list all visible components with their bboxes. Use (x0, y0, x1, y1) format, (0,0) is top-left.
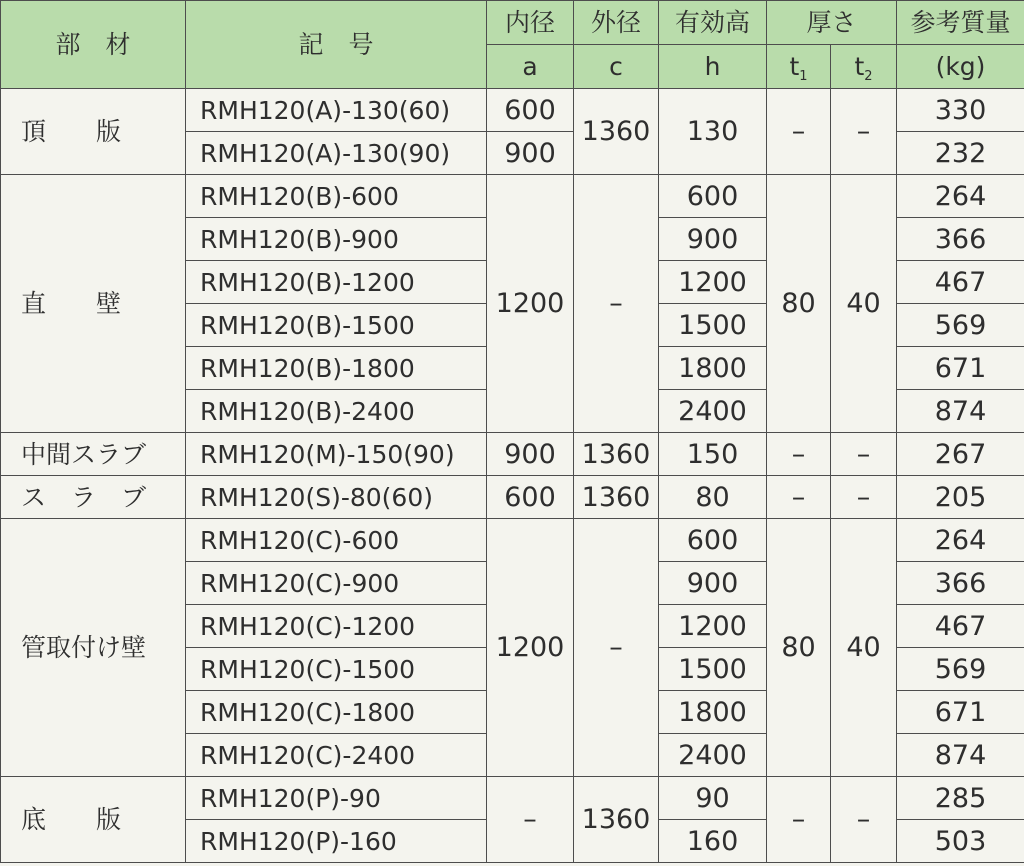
code-cell: RMH120(B)-900 (186, 218, 487, 261)
mass-cell: 503 (897, 820, 1024, 863)
t1-cell: – (767, 89, 831, 175)
height-cell: 150 (659, 433, 767, 476)
mass-cell: 569 (897, 648, 1024, 691)
mass-cell: 467 (897, 261, 1024, 304)
height-cell: 1500 (659, 648, 767, 691)
header-reference-mass: 参考質量 (897, 1, 1024, 45)
code-cell: RMH120(P)-160 (186, 820, 487, 863)
inner-diameter-cell: 1200 (487, 175, 574, 433)
height-cell: 900 (659, 218, 767, 261)
outer-diameter-cell: 1360 (574, 777, 659, 863)
height-cell: 80 (659, 476, 767, 519)
header-code: 記 号 (186, 1, 487, 89)
inner-diameter-cell: – (487, 777, 574, 863)
outer-diameter-cell: 1360 (574, 433, 659, 476)
height-cell: 1200 (659, 605, 767, 648)
inner-diameter-cell: 600 (487, 476, 574, 519)
height-cell: 160 (659, 820, 767, 863)
code-cell: RMH120(B)-1200 (186, 261, 487, 304)
t1-cell: – (767, 476, 831, 519)
code-cell: RMH120(B)-1500 (186, 304, 487, 347)
mass-cell: 232 (897, 132, 1024, 175)
code-cell: RMH120(C)-900 (186, 562, 487, 605)
inner-diameter-cell: 900 (487, 132, 574, 175)
height-cell: 2400 (659, 390, 767, 433)
code-cell: RMH120(B)-1800 (186, 347, 487, 390)
mass-cell: 671 (897, 347, 1024, 390)
code-cell: RMH120(M)-150(90) (186, 433, 487, 476)
height-cell: 1800 (659, 691, 767, 734)
height-cell: 90 (659, 777, 767, 820)
t1-cell: – (767, 777, 831, 863)
part-straight-wall: 直 壁 (1, 175, 186, 433)
inner-diameter-cell: 1200 (487, 519, 574, 777)
t1-cell: 80 (767, 175, 831, 433)
code-cell: RMH120(P)-90 (186, 777, 487, 820)
header-height-symbol: h (659, 45, 767, 89)
height-cell: 1800 (659, 347, 767, 390)
height-cell: 1200 (659, 261, 767, 304)
inner-diameter-cell: 900 (487, 433, 574, 476)
header-effective-height: 有効高 (659, 1, 767, 45)
mass-cell: 366 (897, 218, 1024, 261)
height-cell: 1500 (659, 304, 767, 347)
mass-cell: 366 (897, 562, 1024, 605)
outer-diameter-cell: 1360 (574, 476, 659, 519)
height-cell: 130 (659, 89, 767, 175)
t1-cell: – (767, 433, 831, 476)
part-mid-slab: 中間スラブ (1, 433, 186, 476)
header-t1-symbol: $t_1$ (767, 45, 831, 89)
mass-cell: 874 (897, 390, 1024, 433)
outer-diameter-cell: 1360 (574, 89, 659, 175)
mass-cell: 874 (897, 734, 1024, 777)
code-cell: RMH120(B)-2400 (186, 390, 487, 433)
header-mass-unit: (kg) (897, 45, 1024, 89)
mass-cell: 569 (897, 304, 1024, 347)
code-cell: RMH120(C)-600 (186, 519, 487, 562)
header-t2-symbol: $t_2$ (831, 45, 897, 89)
header-inner-symbol: a (487, 45, 574, 89)
mass-cell: 264 (897, 175, 1024, 218)
mass-cell: 264 (897, 519, 1024, 562)
header-thickness: 厚さ (767, 1, 897, 45)
part-bottom-slab: 底 版 (1, 777, 186, 863)
t1-cell: 80 (767, 519, 831, 777)
inner-diameter-cell: 600 (487, 89, 574, 132)
code-cell: RMH120(B)-600 (186, 175, 487, 218)
code-cell: RMH120(C)-1500 (186, 648, 487, 691)
mass-cell: 671 (897, 691, 1024, 734)
header-outer-diameter: 外径 (574, 1, 659, 45)
t2-cell: 40 (831, 175, 897, 433)
code-cell: RMH120(C)-1800 (186, 691, 487, 734)
code-cell: RMH120(A)-130(90) (186, 132, 487, 175)
mass-cell: 285 (897, 777, 1024, 820)
code-cell: RMH120(C)-1200 (186, 605, 487, 648)
mass-cell: 330 (897, 89, 1024, 132)
t2-cell: – (831, 777, 897, 863)
outer-diameter-cell: – (574, 519, 659, 777)
code-cell: RMH120(S)-80(60) (186, 476, 487, 519)
header-outer-symbol: c (574, 45, 659, 89)
part-pipe-wall: 管取付け壁 (1, 519, 186, 777)
t2-cell: – (831, 476, 897, 519)
part-top-slab: 頂 版 (1, 89, 186, 175)
mass-cell: 467 (897, 605, 1024, 648)
t2-cell: 40 (831, 519, 897, 777)
height-cell: 600 (659, 175, 767, 218)
t2-cell: – (831, 433, 897, 476)
mass-cell: 267 (897, 433, 1024, 476)
part-slab: ス ラ ブ (1, 476, 186, 519)
height-cell: 600 (659, 519, 767, 562)
height-cell: 2400 (659, 734, 767, 777)
code-cell: RMH120(C)-2400 (186, 734, 487, 777)
header-part: 部 材 (1, 1, 186, 89)
code-cell: RMH120(A)-130(60) (186, 89, 487, 132)
mass-cell: 205 (897, 476, 1024, 519)
outer-diameter-cell: – (574, 175, 659, 433)
height-cell: 900 (659, 562, 767, 605)
t2-cell: – (831, 89, 897, 175)
header-inner-diameter: 内径 (487, 1, 574, 45)
